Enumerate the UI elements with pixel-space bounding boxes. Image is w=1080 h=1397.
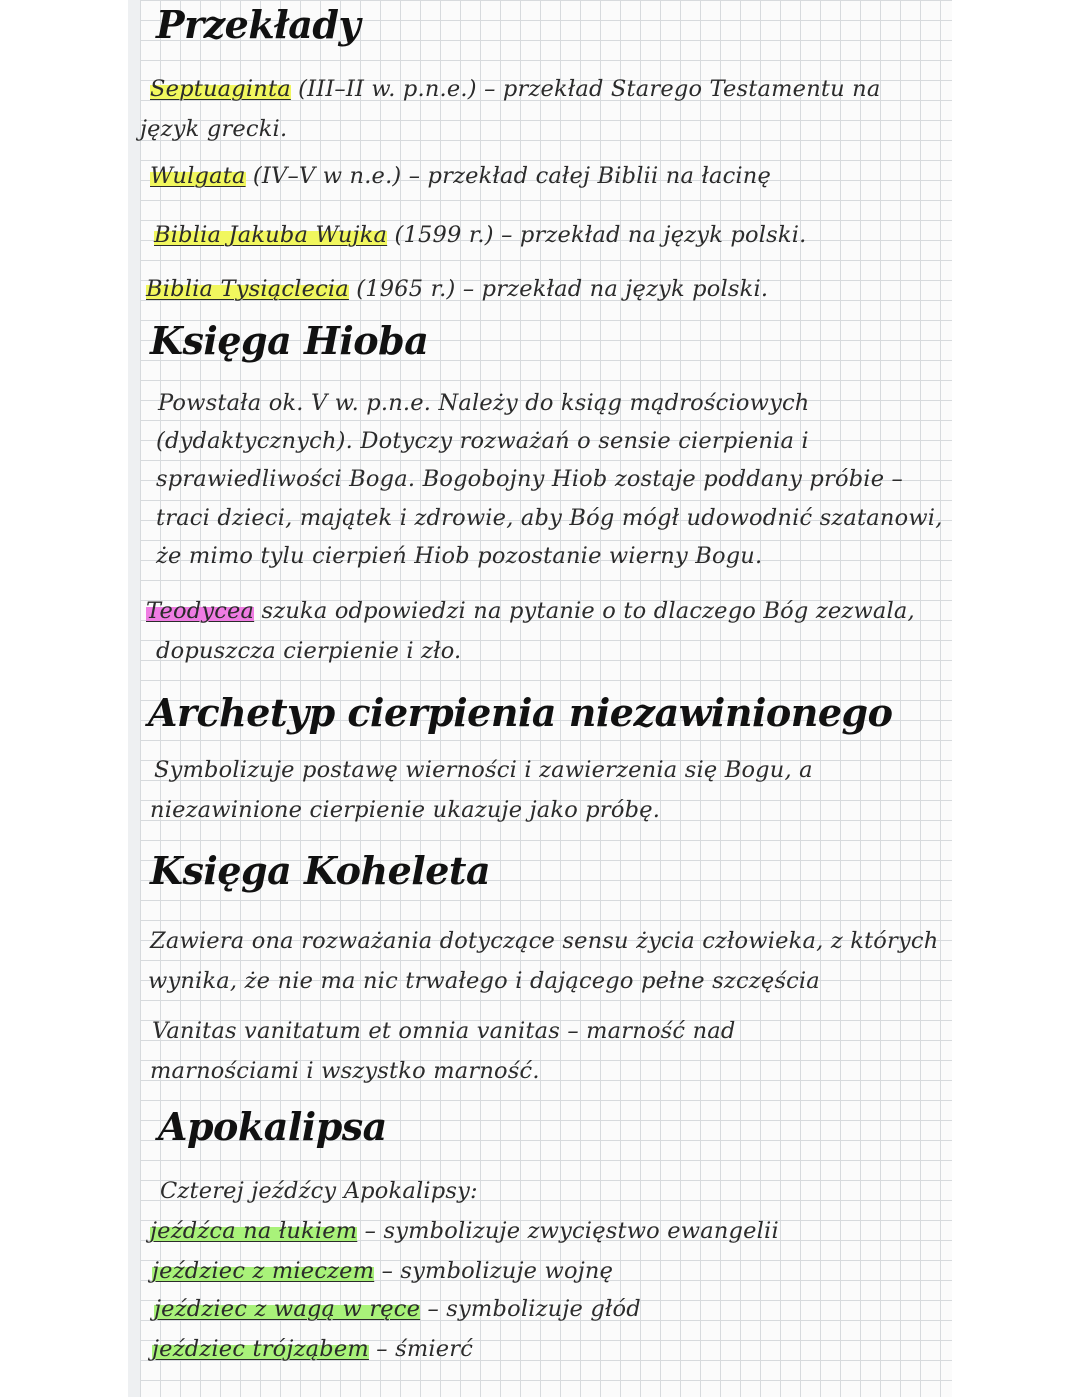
teodycea-line-cont: dopuszcza cierpienie i zło. (156, 638, 462, 664)
hiob-line-4: traci dzieci, majątek i zdrowie, aby Bóg mógł udowodnić szatanowi, (156, 505, 943, 531)
rider-4 (152, 1336, 473, 1362)
term-biblia-tysiaclecia: Biblia Tysiąclecia (146, 276, 349, 302)
item-biblia-tysiaclecia (146, 276, 768, 302)
heading-hiob: Księga Hioba (150, 318, 429, 363)
desc-rider-1: – symbolizuje zwycięstwo ewangelii (357, 1218, 779, 1244)
term-rider-3: jeździec z wagą w ręce (154, 1296, 421, 1322)
hiob-line-3: sprawiedliwości Boga. Bogobojny Hiob zostaje poddany próbie – (156, 466, 904, 492)
rider-1 (150, 1218, 779, 1244)
teodycea-line (146, 598, 915, 624)
note-page (140, 0, 952, 1397)
term-rider-1: jeźdźca na łukiem (150, 1218, 358, 1244)
term-biblia-wujka: Biblia Jakuba Wujka (154, 222, 388, 248)
item-biblia-wujka (154, 222, 806, 248)
page-edge (128, 0, 140, 1397)
rider-3 (154, 1296, 641, 1322)
vanitas-line-2: marnościami i wszystko marność. (150, 1058, 540, 1084)
hiob-line-5: że mimo tylu cierpień Hiob pozostanie wierny Bogu. (156, 543, 763, 569)
term-wulgata: Wulgata (150, 163, 246, 189)
apokalipsa-intro: Czterej jeźdźcy Apokalipsy: (160, 1178, 478, 1204)
item-wulgata (150, 163, 771, 189)
heading-koheleta: Księga Koheleta (150, 848, 491, 893)
hiob-line-1: Powstała ok. V w. p.n.e. Należy do ksiąg mądrościowych (158, 390, 810, 416)
archetyp-line-1: Symbolizuje postawę wierności i zawierzenia się Bogu, a (154, 757, 813, 783)
desc-teodycea: szuka odpowiedzi na pytanie o to dlaczego Bóg zezwala, (254, 598, 915, 624)
term-rider-2: jeździec z mieczem (152, 1258, 375, 1284)
rider-2 (152, 1258, 613, 1284)
desc-rider-2: – symbolizuje wojnę (374, 1258, 614, 1284)
desc-rider-3: – symbolizuje głód (420, 1296, 641, 1322)
desc-wulgata: (IV–V w n.e.) – przekład całej Biblii na łacinę (245, 163, 771, 189)
koheleta-line-2: wynika, że nie ma nic trwałego i dającego pełne szczęścia (148, 968, 820, 994)
hiob-line-2: (dydaktycznych). Dotyczy rozważań o sensie cierpienia i (156, 428, 809, 454)
desc-septuaginta: (III–II w. p.n.e.) – przekład Starego Testamentu na (290, 76, 881, 102)
koheleta-line-1: Zawiera ona rozważania dotyczące sensu życia człowieka, z których (150, 928, 939, 954)
heading-apokalipsa: Apokalipsa (158, 1104, 387, 1149)
archetyp-line-2: niezawinione cierpienie ukazuje jako próbę. (150, 797, 661, 823)
heading-archetyp: Archetyp cierpienia niezawinionego (148, 690, 893, 735)
desc-rider-4: – śmierć (368, 1336, 474, 1362)
term-teodycea: Teodycea (146, 598, 255, 624)
heading-przeklady: Przekłady (156, 2, 361, 47)
term-septuaginta: Septuaginta (150, 76, 291, 102)
item-septuaginta-cont: język grecki. (140, 116, 288, 142)
vanitas-line-1: Vanitas vanitatum et omnia vanitas – marność nad (152, 1018, 736, 1044)
term-rider-4: jeździec trójząbem (152, 1336, 369, 1362)
desc-biblia-wujka: (1599 r.) – przekład na język polski. (387, 222, 807, 248)
desc-biblia-tysiaclecia: (1965 r.) – przekład na język polski. (348, 276, 769, 302)
item-septuaginta (150, 76, 880, 102)
